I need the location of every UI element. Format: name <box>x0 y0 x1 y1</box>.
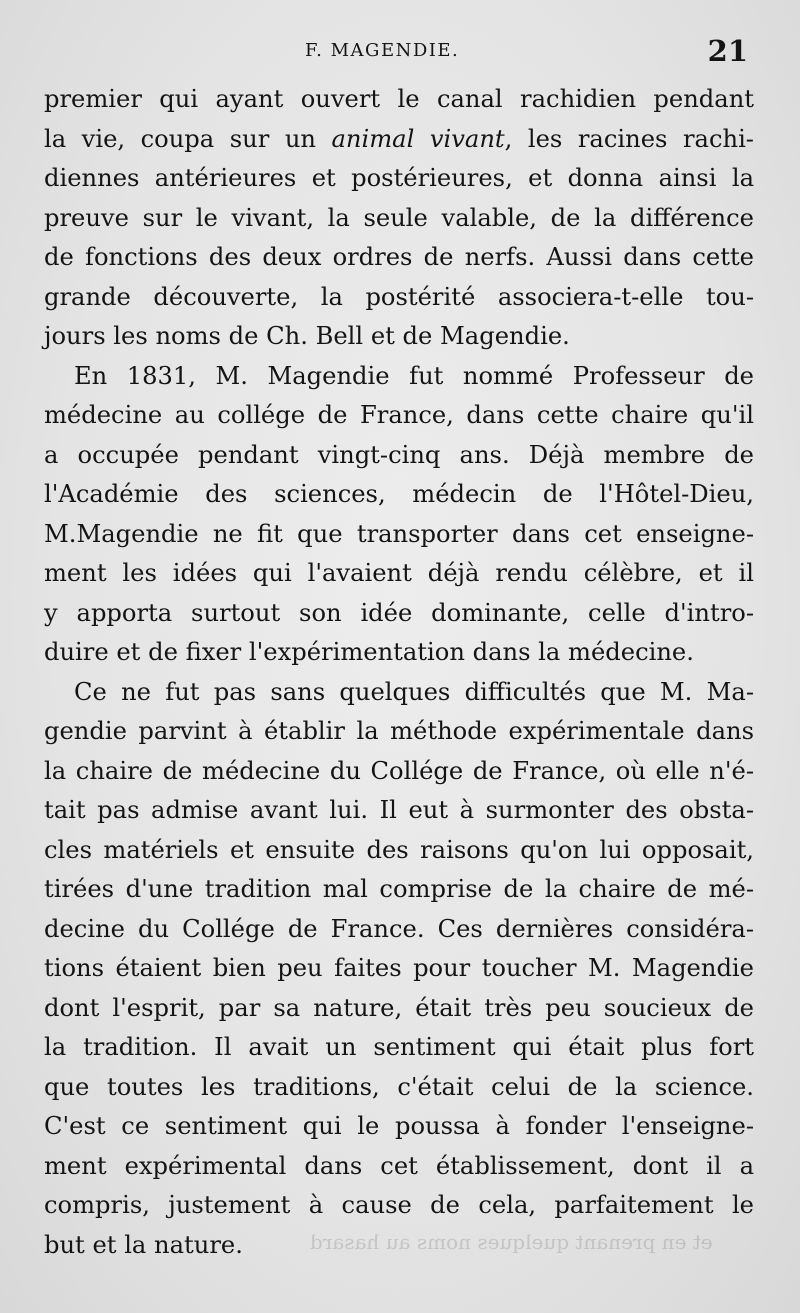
text-line: grande découverte, la postérité associera-t-elle tou- <box>44 282 754 311</box>
text-fragment: , les racines rachi- <box>504 124 754 153</box>
text-line: cles matériels et ensuite des raisons qu'on lui opposait, <box>44 835 754 864</box>
text-line: but et la nature. <box>44 1230 243 1259</box>
text-line: C'est ce sentiment qui le poussa à fonder l'enseigne- <box>44 1112 754 1140</box>
text-line: duire et de fixer l'expérimentation dans la médecine. <box>44 638 694 666</box>
text-line: dont l'esprit, par sa nature, était très peu soucieux de <box>44 993 754 1022</box>
text-line: jours les noms de Ch. Bell et de Magendie. <box>44 322 570 350</box>
text-line: M.Magendie ne fit que transporter dans cet enseigne- <box>44 519 754 548</box>
text-line: compris, justement à cause de cela, parfaitement le <box>44 1191 754 1219</box>
text-line: premier qui ayant ouvert le canal rachidien pendant <box>44 85 754 113</box>
text-line: a occupée pendant vingt-cinq ans. Déjà membre de <box>44 440 754 469</box>
text-line: la chaire de médecine du Collége de France, où elle n'é- <box>44 756 754 785</box>
text-line: l'Académie des sciences, médecin de l'Hôtel-Dieu, <box>44 480 754 508</box>
text-line <box>44 120 754 160</box>
text-line: tait pas admise avant lui. Il eut à surmonter des obsta- <box>44 796 754 824</box>
text-line: y apporta surtout son idée dominante, celle d'intro- <box>44 598 754 627</box>
text-line: decine du Collége de France. Ces dernières considéra- <box>44 914 754 943</box>
text-line: preuve sur le vivant, la seule valable, de la différence <box>44 203 754 232</box>
body-text <box>44 80 754 1265</box>
text-line: diennes antérieures et postérieures, et donna ainsi la <box>44 164 754 192</box>
text-line: ment expérimental dans cet établissement, dont il a <box>44 1151 754 1180</box>
text-line: tions étaient bien peu faites pour toucher M. Magendie <box>44 954 754 982</box>
page-header <box>0 34 800 74</box>
running-head: F. MAGENDIE. <box>305 40 460 61</box>
text-line: médecine au collége de France, dans cette chaire qu'il <box>44 401 754 429</box>
text-fragment: la vie, coupa sur un <box>44 124 332 153</box>
paragraph-start-line: Ce ne fut pas sans quelques difficultés que M. Ma- <box>74 677 754 706</box>
show-through-text: et en prenant quelques noms au hasard <box>310 1230 713 1254</box>
italic-phrase: animal vivant <box>331 124 505 153</box>
page-number: 21 <box>707 34 748 68</box>
paragraph-start-line: En 1831, M. Magendie fut nommé Professeur de <box>74 361 754 390</box>
text-line: de fonctions des deux ordres de nerfs. Aussi dans cette <box>44 243 754 271</box>
text-line: ment les idées qui l'avaient déjà rendu célèbre, et il <box>44 559 754 587</box>
text-line: la tradition. Il avait un sentiment qui était plus fort <box>44 1033 754 1061</box>
text-line: gendie parvint à établir la méthode expérimentale dans <box>44 717 754 745</box>
text-line: que toutes les traditions, c'était celui de la science. <box>44 1072 754 1101</box>
text-line: tirées d'une tradition mal comprise de la chaire de mé- <box>44 875 754 903</box>
